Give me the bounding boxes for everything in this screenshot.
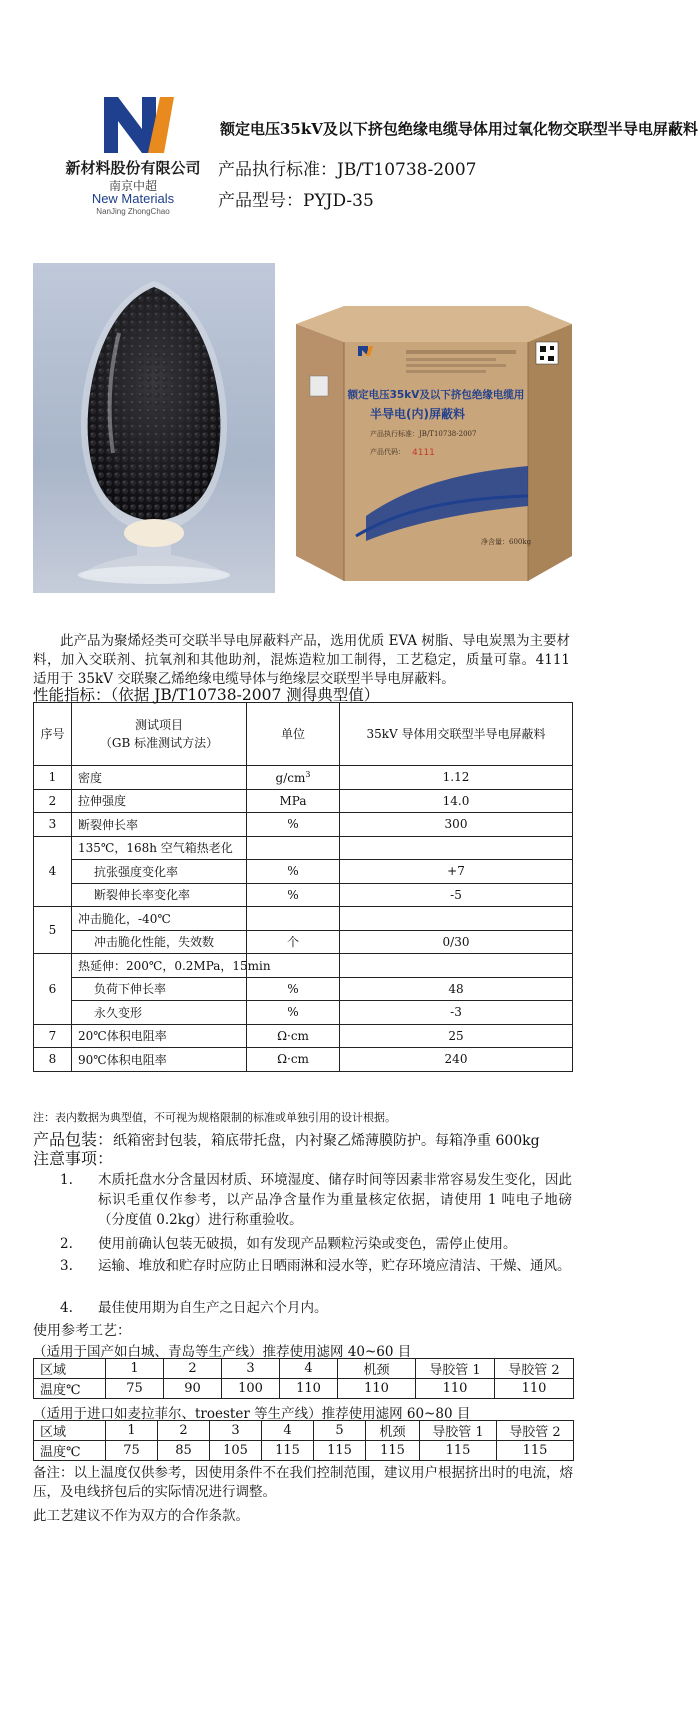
temp-cell: 115 bbox=[314, 1441, 366, 1461]
table-row bbox=[34, 789, 573, 813]
subrow-unit: % bbox=[247, 860, 340, 884]
temp-cell: 75 bbox=[106, 1441, 158, 1461]
temp-cell: 115 bbox=[497, 1441, 574, 1461]
product-flask-photo bbox=[33, 263, 275, 593]
row-unit: Ω·cm bbox=[247, 1024, 340, 1048]
domestic-temp-table bbox=[33, 1358, 574, 1399]
temp-cell: 75 bbox=[106, 1379, 164, 1399]
row-value: 14.0 bbox=[340, 789, 573, 813]
table-row bbox=[34, 813, 573, 837]
company-logo bbox=[58, 95, 208, 216]
row-unit: MPa bbox=[247, 789, 340, 813]
product-carton-photo bbox=[296, 306, 572, 581]
row-item: 拉伸强度 bbox=[72, 789, 247, 813]
carton-code-label: 产品代码： bbox=[370, 448, 405, 456]
carton-standard: 产品执行标准：JB/T10738-2007 bbox=[370, 430, 477, 438]
row-value: 25 bbox=[340, 1024, 573, 1048]
table-row bbox=[34, 836, 573, 860]
row-item: 135℃，168h 空气箱热老化 bbox=[72, 836, 247, 860]
caution-item bbox=[60, 1298, 572, 1318]
zone-cell: 导胶管 2 bbox=[497, 1421, 574, 1441]
subrow-unit: % bbox=[247, 977, 340, 1001]
zone-cell: 1 bbox=[106, 1359, 164, 1379]
properties-table bbox=[33, 702, 573, 1072]
header-unit: 单位 bbox=[247, 703, 340, 766]
row-unit bbox=[247, 766, 340, 790]
zone-cell: 机颈 bbox=[338, 1359, 416, 1379]
product-intro: 此产品为聚烯烃类可交联半导电屏蔽料产品，选用优质 EVA 树脂、导电炭黑为主要材料，加入交联剂、抗氧剂和其他助剂，混炼造粒加工制得，工艺稳定，质量可靠。4111 适用于 35kV 交联聚乙烯绝缘电缆导体与绝缘层交联型半导电屏蔽料。 bbox=[33, 633, 570, 687]
temp-cell: 110 bbox=[280, 1379, 338, 1399]
table-subrow bbox=[34, 860, 573, 884]
subrow-value: 0/30 bbox=[340, 930, 573, 954]
header-item-line1: 测试项目 bbox=[134, 718, 183, 732]
row-no: 8 bbox=[34, 1048, 72, 1072]
subrow-item: 抗张强度变化率 bbox=[72, 860, 247, 884]
row-item: 90℃体积电阻率 bbox=[72, 1048, 247, 1072]
table-subrow bbox=[34, 883, 573, 907]
caution-item-text: 木质托盘水分含量因材质、环境湿度、储存时间等因素非常容易发生变化，因此标识毛重仅作参考，以产品净含量作为重量核定依据，请使用 1 吨电子地磅（分度值 0.2kg）进行称重验收。 bbox=[98, 1172, 572, 1228]
subrow-value: 48 bbox=[340, 977, 573, 1001]
row-no: 2 bbox=[34, 789, 72, 813]
zone-cell: 3 bbox=[222, 1359, 280, 1379]
caution-item bbox=[60, 1170, 572, 1230]
row-item: 热延伸：200℃，0.2MPa，15min bbox=[72, 954, 247, 978]
temp-cell: 温度℃ bbox=[34, 1379, 106, 1399]
packaging-text: 纸箱密封包装，箱底带托盘，内衬聚乙烯薄膜防护。每箱净重 600kg bbox=[113, 1133, 540, 1149]
zone-cell: 4 bbox=[280, 1359, 338, 1379]
table-row bbox=[34, 954, 573, 978]
header-no: 序号 bbox=[34, 703, 72, 766]
subrow-item: 冲击脆化性能，失效数 bbox=[72, 930, 247, 954]
caution-item-number: 1. bbox=[60, 1172, 73, 1188]
zone-row bbox=[34, 1421, 574, 1441]
caution-item bbox=[60, 1234, 572, 1254]
temp-row bbox=[34, 1441, 574, 1461]
zone-cell: 1 bbox=[106, 1421, 158, 1441]
table-header-row bbox=[34, 703, 573, 766]
row-unit: % bbox=[247, 813, 340, 837]
carton-title-line2: 半导电(内)屏蔽料 bbox=[370, 407, 465, 421]
caution-item bbox=[60, 1256, 572, 1276]
temp-cell: 110 bbox=[416, 1379, 495, 1399]
temp-cell: 110 bbox=[338, 1379, 416, 1399]
company-name-cn: 新材料股份有限公司 bbox=[65, 159, 201, 177]
remark: 备注：以上温度仅供参考，因使用条件不在我们控制范围，建议用户根据挤出时的电流，熔压，及电线挤包后的实际情况进行调整。 bbox=[33, 1465, 573, 1500]
company-name-en-sub: NanJing ZhongChao bbox=[96, 207, 170, 216]
header-value: 35kV 导体用交联型半导电屏蔽料 bbox=[340, 703, 573, 766]
row-value-empty bbox=[340, 954, 573, 978]
row-no: 7 bbox=[34, 1024, 72, 1048]
product-model: 产品型号：PYJD-35 bbox=[218, 191, 374, 211]
table-row bbox=[34, 907, 573, 931]
subrow-unit: % bbox=[247, 1001, 340, 1025]
zone-cell: 2 bbox=[164, 1359, 222, 1379]
temp-cell: 115 bbox=[420, 1441, 497, 1461]
temp-cell: 90 bbox=[164, 1379, 222, 1399]
usage-heading: 使用参考工艺： bbox=[33, 1323, 131, 1339]
performance-heading: 性能指标：（依据 JB/T10738-2007 测得典型值） bbox=[33, 686, 380, 704]
zone-cell: 4 bbox=[262, 1421, 314, 1441]
zone-cell: 导胶管 2 bbox=[495, 1359, 574, 1379]
row-value: 240 bbox=[340, 1048, 573, 1072]
temp-cell: 温度℃ bbox=[34, 1441, 106, 1461]
row-no: 1 bbox=[34, 766, 72, 790]
zone-row bbox=[34, 1359, 574, 1379]
row-no: 3 bbox=[34, 813, 72, 837]
caution-item-number: 3. bbox=[60, 1258, 73, 1274]
temp-cell: 105 bbox=[210, 1441, 262, 1461]
subrow-value: +7 bbox=[340, 860, 573, 884]
imported-line-title: （适用于进口如麦拉菲尔、troester 等生产线）推荐使用滤网 60~80 目 bbox=[33, 1406, 471, 1422]
carton-net-weight: 净含量：600kg bbox=[481, 538, 532, 546]
caution-item-text: 最佳使用期为自生产之日起六个月内。 bbox=[98, 1300, 328, 1316]
table-subrow bbox=[34, 930, 573, 954]
company-city-cn: 南京中超 bbox=[108, 179, 157, 193]
zone-cell: 2 bbox=[158, 1421, 210, 1441]
temp-cell: 115 bbox=[262, 1441, 314, 1461]
row-unit-text: g/cm bbox=[275, 770, 306, 785]
row-value: 1.12 bbox=[340, 766, 573, 790]
logo-n-icon bbox=[98, 95, 178, 155]
subrow-item: 永久变形 bbox=[72, 1001, 247, 1025]
row-value-empty bbox=[340, 907, 573, 931]
header-item-line2: （GB 标准测试方法） bbox=[99, 736, 219, 750]
table-subrow bbox=[34, 977, 573, 1001]
temp-cell: 85 bbox=[158, 1441, 210, 1461]
row-no: 4 bbox=[34, 836, 72, 907]
zone-cell: 导胶管 1 bbox=[420, 1421, 497, 1441]
zone-cell: 导胶管 1 bbox=[416, 1359, 495, 1379]
row-value: 300 bbox=[340, 813, 573, 837]
row-item: 密度 bbox=[72, 766, 247, 790]
header-item bbox=[72, 703, 247, 766]
imported-temp-table bbox=[33, 1420, 574, 1461]
subrow-unit: % bbox=[247, 883, 340, 907]
table-subrow bbox=[34, 1001, 573, 1025]
product-standard: 产品执行标准：JB/T10738-2007 bbox=[218, 160, 477, 180]
zone-cell: 区域 bbox=[34, 1421, 106, 1441]
subrow-value: -5 bbox=[340, 883, 573, 907]
carton-code: 4111 bbox=[412, 448, 435, 458]
temp-cell: 110 bbox=[495, 1379, 574, 1399]
carton-title-line1: 额定电压35kV及以下挤包绝缘电缆用 bbox=[347, 389, 525, 401]
domestic-line-title: （适用于国产如白城、青岛等生产线）推荐使用滤网 40~60 目 bbox=[33, 1344, 412, 1360]
row-no: 5 bbox=[34, 907, 72, 954]
table-row bbox=[34, 1048, 573, 1072]
row-value-empty bbox=[340, 836, 573, 860]
zone-cell: 3 bbox=[210, 1421, 262, 1441]
table-note: 注：表内数据为典型值，不可视为规格限制的标准或单独引用的设计根据。 bbox=[33, 1111, 396, 1124]
closing-statement: 此工艺建议不作为双方的合作条款。 bbox=[33, 1508, 249, 1524]
subrow-item: 断裂伸长率变化率 bbox=[72, 883, 247, 907]
product-title: 额定电压35kV及以下挤包绝缘电缆导体用过氧化物交联型半导电屏蔽料 bbox=[220, 120, 698, 138]
row-unit: Ω·cm bbox=[247, 1048, 340, 1072]
company-name-en: New Materials bbox=[91, 191, 175, 206]
row-unit-empty bbox=[247, 907, 340, 931]
row-no: 6 bbox=[34, 954, 72, 1025]
table-row bbox=[34, 1024, 573, 1048]
row-unit-empty bbox=[247, 836, 340, 860]
row-item: 断裂伸长率 bbox=[72, 813, 247, 837]
caution-heading: 注意事项： bbox=[33, 1149, 114, 1168]
caution-item-text: 运输、堆放和贮存时应防止日晒雨淋和浸水等，贮存环境应清洁、干燥、通风。 bbox=[98, 1258, 571, 1274]
temp-row bbox=[34, 1379, 574, 1399]
caution-item-number: 4. bbox=[60, 1300, 73, 1316]
zone-cell: 5 bbox=[314, 1421, 366, 1441]
zone-cell: 区域 bbox=[34, 1359, 106, 1379]
packaging-label: 产品包装： bbox=[33, 1130, 114, 1149]
subrow-unit: 个 bbox=[247, 930, 340, 954]
caution-item-text: 使用前确认包装无破损，如有发现产品颗粒污染或变色，需停止使用。 bbox=[98, 1236, 517, 1252]
table-row bbox=[34, 766, 573, 790]
row-item: 20℃体积电阻率 bbox=[72, 1024, 247, 1048]
zone-cell: 机颈 bbox=[366, 1421, 420, 1441]
caution-item-number: 2. bbox=[60, 1236, 73, 1252]
row-item: 冲击脆化，-40℃ bbox=[72, 907, 247, 931]
temp-cell: 100 bbox=[222, 1379, 280, 1399]
temp-cell: 115 bbox=[366, 1441, 420, 1461]
subrow-item: 负荷下伸长率 bbox=[72, 977, 247, 1001]
subrow-value: -3 bbox=[340, 1001, 573, 1025]
row-unit-sup: 3 bbox=[305, 769, 311, 779]
